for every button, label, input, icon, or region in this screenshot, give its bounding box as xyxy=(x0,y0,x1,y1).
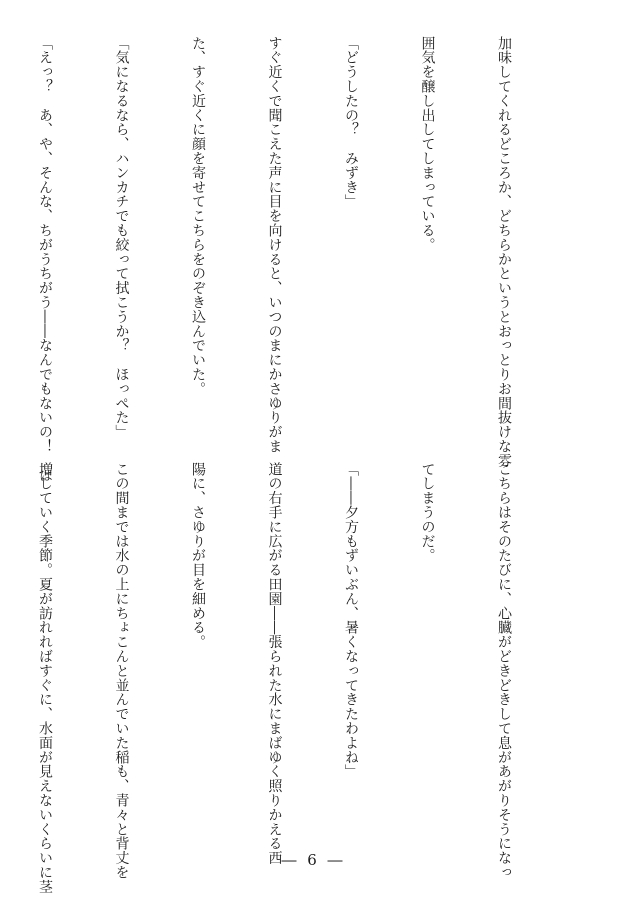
text-line: 「気になるなら、ハンカチでも絞って拭こうか？ ほっぺた」 xyxy=(113,36,130,440)
text-line: 加味してくれるどころか、どちらかというとおっとりお間抜けな雰 xyxy=(496,36,512,468)
page-number: ― 6 ― xyxy=(281,851,346,869)
text-line: 道の右手に広がる田園――張られた水にまばゆく照りかえる西 xyxy=(266,462,283,866)
text-line: こちらはそのたびに、心臓がどきどきして息があがりそうになっ xyxy=(496,462,512,880)
text-line: すぐ近くで聞こえた声に目を向けると、いつのまにかさゆりがま xyxy=(266,36,283,454)
text-line: 「どうしたの？ みずき」 xyxy=(343,36,359,209)
text-line: 陽に、さゆりが目を細める。 xyxy=(190,462,206,650)
text-line: 「えっ？ あ、や、そんな、ちがうちがう――なんでもないの！ は xyxy=(37,36,53,483)
text-line: この間までは水の上にちょこんと並んでいた稲も、青々と背丈を xyxy=(113,462,130,880)
text-line: てしまうのだ。 xyxy=(419,462,436,563)
lower-text-block xyxy=(37,462,567,894)
text-line: 増していく季節。夏が訪れればすぐに、水面が見えないくらいに茎 xyxy=(37,462,53,894)
upper-text-block xyxy=(37,36,567,483)
text-line: た、すぐ近くに顔を寄せてこちらをのぞき込んでいた。 xyxy=(190,36,206,396)
text-line: 「――夕方もずいぶん、暑くなってきたわよね」 xyxy=(343,462,359,779)
text-line: 囲気を醸し出してしまっている。 xyxy=(419,36,436,252)
